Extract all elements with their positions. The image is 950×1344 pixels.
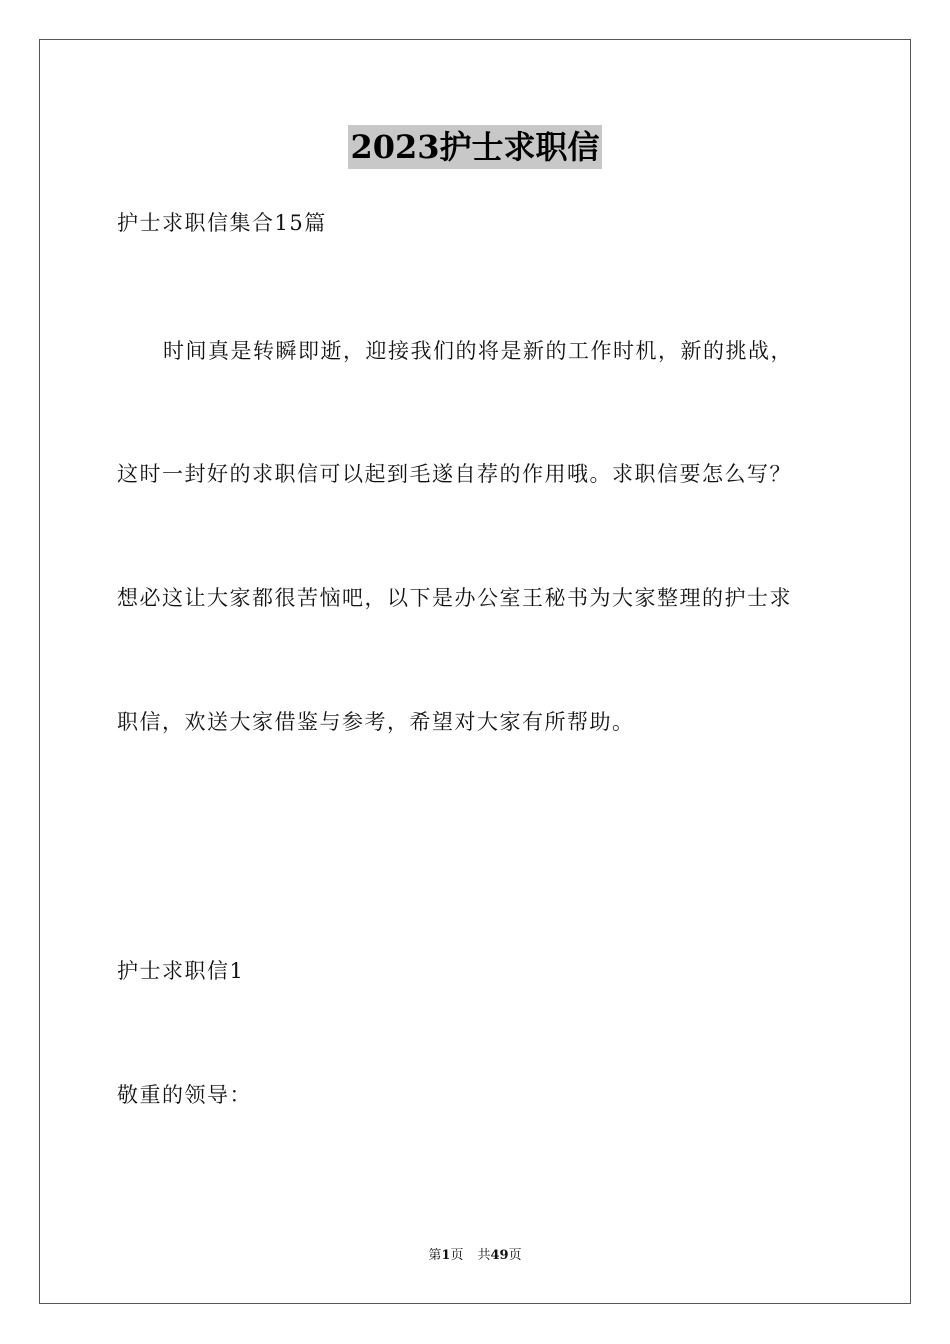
footer-page-number: 1 xyxy=(441,1248,451,1263)
footer-total-prefix: 共 xyxy=(477,1248,491,1263)
salutation: 敬重的领导： xyxy=(117,1083,252,1107)
intro-line-2: 这时一封好的求职信可以起到毛遂自荐的作用哦。求职信要怎么写？ xyxy=(117,462,792,486)
footer-total-suffix: 页 xyxy=(508,1248,522,1263)
section-heading: 护士求职信1 xyxy=(117,959,245,983)
footer-page-suffix: 页 xyxy=(450,1248,464,1263)
document-subtitle: 护士求职信集合15篇 xyxy=(117,211,327,235)
footer-page-prefix: 第 xyxy=(428,1248,442,1263)
document-title: 2023护士求职信 xyxy=(348,125,601,169)
footer-total-pages: 49 xyxy=(490,1248,509,1263)
title-container xyxy=(0,125,950,169)
intro-line-1: 时间真是转瞬即逝，迎接我们的将是新的工作时机，新的挑战， xyxy=(163,339,793,363)
page-footer xyxy=(0,1247,950,1265)
intro-line-3: 想必这让大家都很苦恼吧，以下是办公室王秘书为大家整理的护士求 xyxy=(117,586,792,610)
intro-line-4: 职信，欢送大家借鉴与参考，希望对大家有所帮助。 xyxy=(117,710,635,734)
